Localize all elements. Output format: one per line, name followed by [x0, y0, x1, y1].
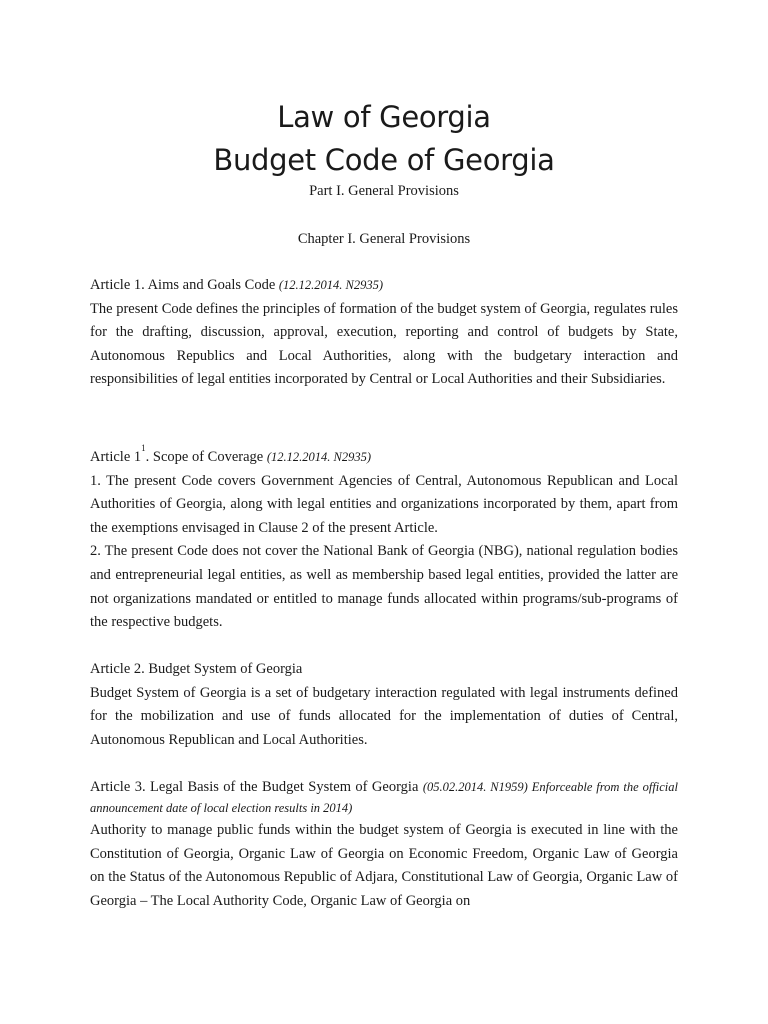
- chapter-heading: Chapter I. General Provisions: [297, 231, 471, 247]
- article-1-1-title-suffix: . Scope of Coverage: [145, 449, 264, 465]
- document-page: [90, 0, 678, 1024]
- article-3: [90, 777, 678, 913]
- article-1-1-heading: [90, 443, 678, 470]
- article-1-amendment-note: (12.12.2014. N2935): [278, 278, 384, 292]
- article-3-paragraph: Authority to manage public funds within the budget system of Georgia is executed in line with the Constitution of Georgia, Organic Law of Georgia on Economic Freedom, Organic Law of Georgia on the Status of the Autonomous Republic of Adjara, Constitutional Law of Georgia, Organic Law of Georgia – The Local Authority Code, Organic Law of Georgia on: [90, 822, 678, 909]
- article-1-1-clause-1: 1. The present Code covers Government Agencies of Central, Autonomous Republican and Local Authorities of Georgia, along with legal entities and organizations incorporated by them, apart from the exemptions envisaged in Clause 2 of the present Article.: [90, 472, 678, 536]
- article-2-paragraph: Budget System of Georgia is a set of budgetary interaction regulated with legal instruments defined for the mobilization and use of funds allocated for the implementation of duties of Central, Autonomous Republican and Local Authorities.: [90, 684, 678, 748]
- article-1: [90, 274, 678, 392]
- article-3-title: Article 3. Legal Basis of the Budget System of Georgia: [90, 779, 419, 795]
- article-1-1-superscript: 1: [141, 443, 146, 453]
- article-1-1-clause-2: 2. The present Code does not cover the National Bank of Georgia (NBG), national regulation bodies and entrepreneurial legal entities, as well as membership based legal entities, provided the latter are not organizations mandated or entitled to manage funds allocated within programs/sub-programs of the respective budgets.: [90, 543, 678, 631]
- article-1-1-amendment-note: (12.12.2014. N2935): [266, 450, 372, 464]
- article-1-1: [90, 443, 678, 635]
- article-1-1-title-prefix: Article 1: [90, 449, 142, 465]
- article-1-paragraph: The present Code defines the principles of formation of the budget system of Georgia, regulates rules for the drafting, discussion, approval, execution, reporting and control of budgets by State, Autonomous Republics and Local Authorities, along with the budgetary interaction and responsibilities of legal entities incorporated by Central or Local Authorities and their Subsidiaries.: [90, 300, 678, 388]
- article-1-title: Article 1. Aims and Goals Code: [90, 277, 276, 293]
- article-2: [90, 658, 678, 752]
- document-title-code: Budget Code of Georgia: [213, 143, 555, 177]
- document-title-law: Law of Georgia: [277, 100, 491, 134]
- article-1-heading: [90, 274, 678, 298]
- part-heading: Part I. General Provisions: [309, 183, 459, 199]
- article-2-heading: Article 2. Budget System of Georgia: [90, 661, 303, 677]
- article-3-heading: [90, 777, 678, 819]
- article-3-amendment-note: (05.02.2014. N1959) Enforceable from the official announcement date of local election results in 2014): [90, 780, 679, 815]
